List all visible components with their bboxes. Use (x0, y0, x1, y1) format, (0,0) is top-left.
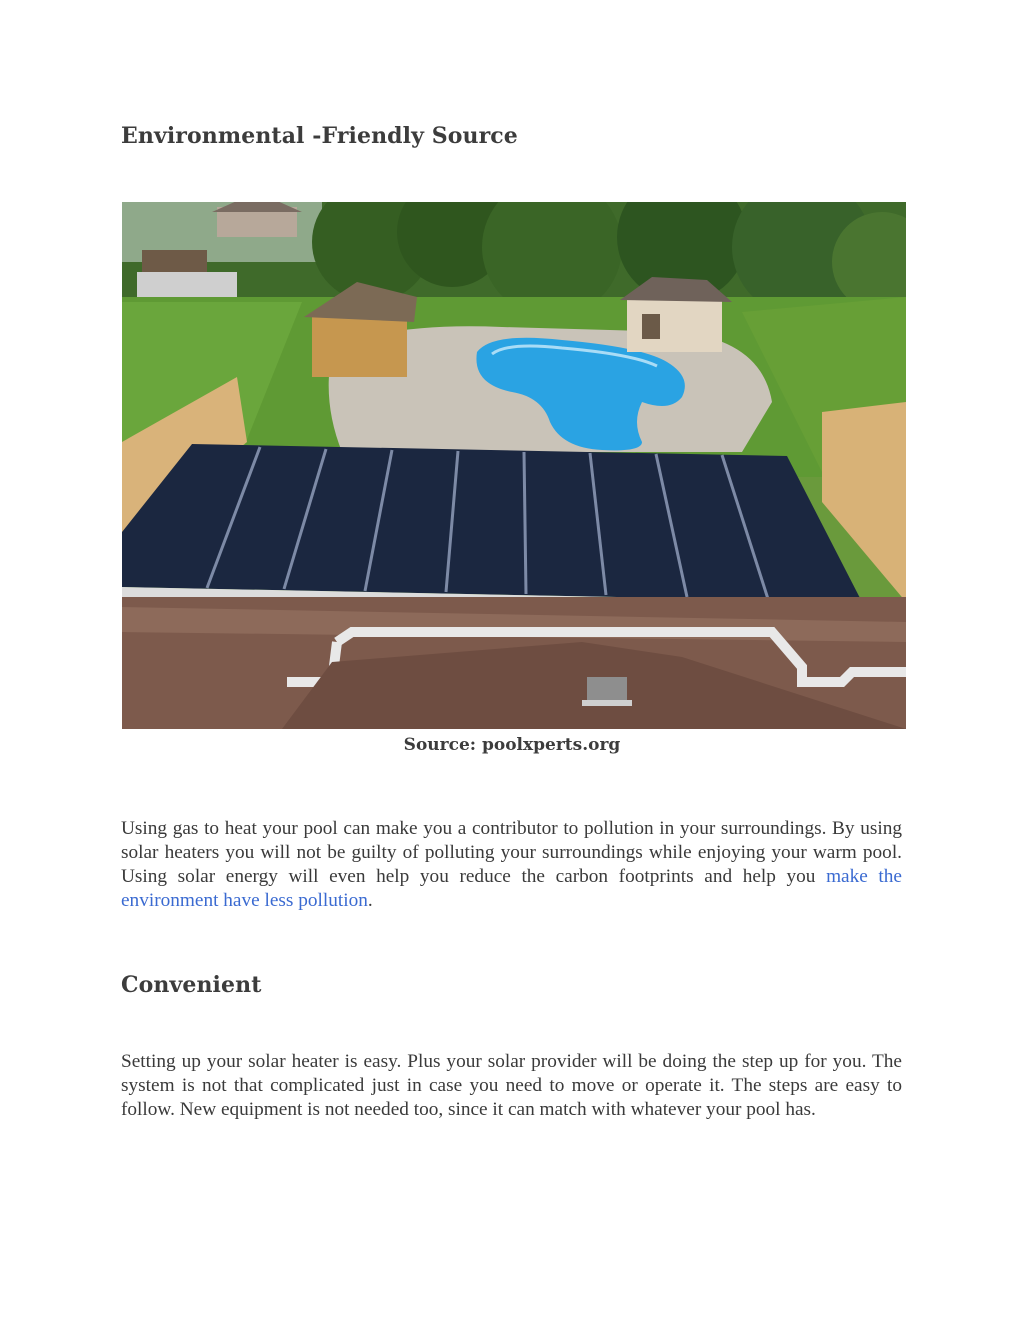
pollution-article-link[interactable]: make the environment have less pollution (121, 866, 902, 911)
section-heading-convenient: Convenient (121, 972, 262, 998)
image-caption: Source: poolxperts.org (403, 735, 621, 755)
solar-pool-photo (122, 202, 906, 729)
section-heading-environmental: Environmental -Friendly Source (121, 123, 518, 149)
convenient-paragraph: Setting up your solar heater is easy. Plus your solar provider will be doing the step up for you. The system is not that complicated just in case you need to move or operate it. The steps are easy to follow. New equipment is not needed too, since it can match with whatever your pool has. (121, 1051, 902, 1120)
paragraph-end: . (367, 890, 373, 911)
environment-paragraph (121, 817, 902, 913)
paragraph-text: Using gas to heat your pool can make you a contributor to pollution in your surroundings. By using solar heaters you will not be guilty of polluting your surroundings while enjoying your warm pool. Using solar energy will even help you reduce the carbon footprints and help you (121, 818, 902, 887)
